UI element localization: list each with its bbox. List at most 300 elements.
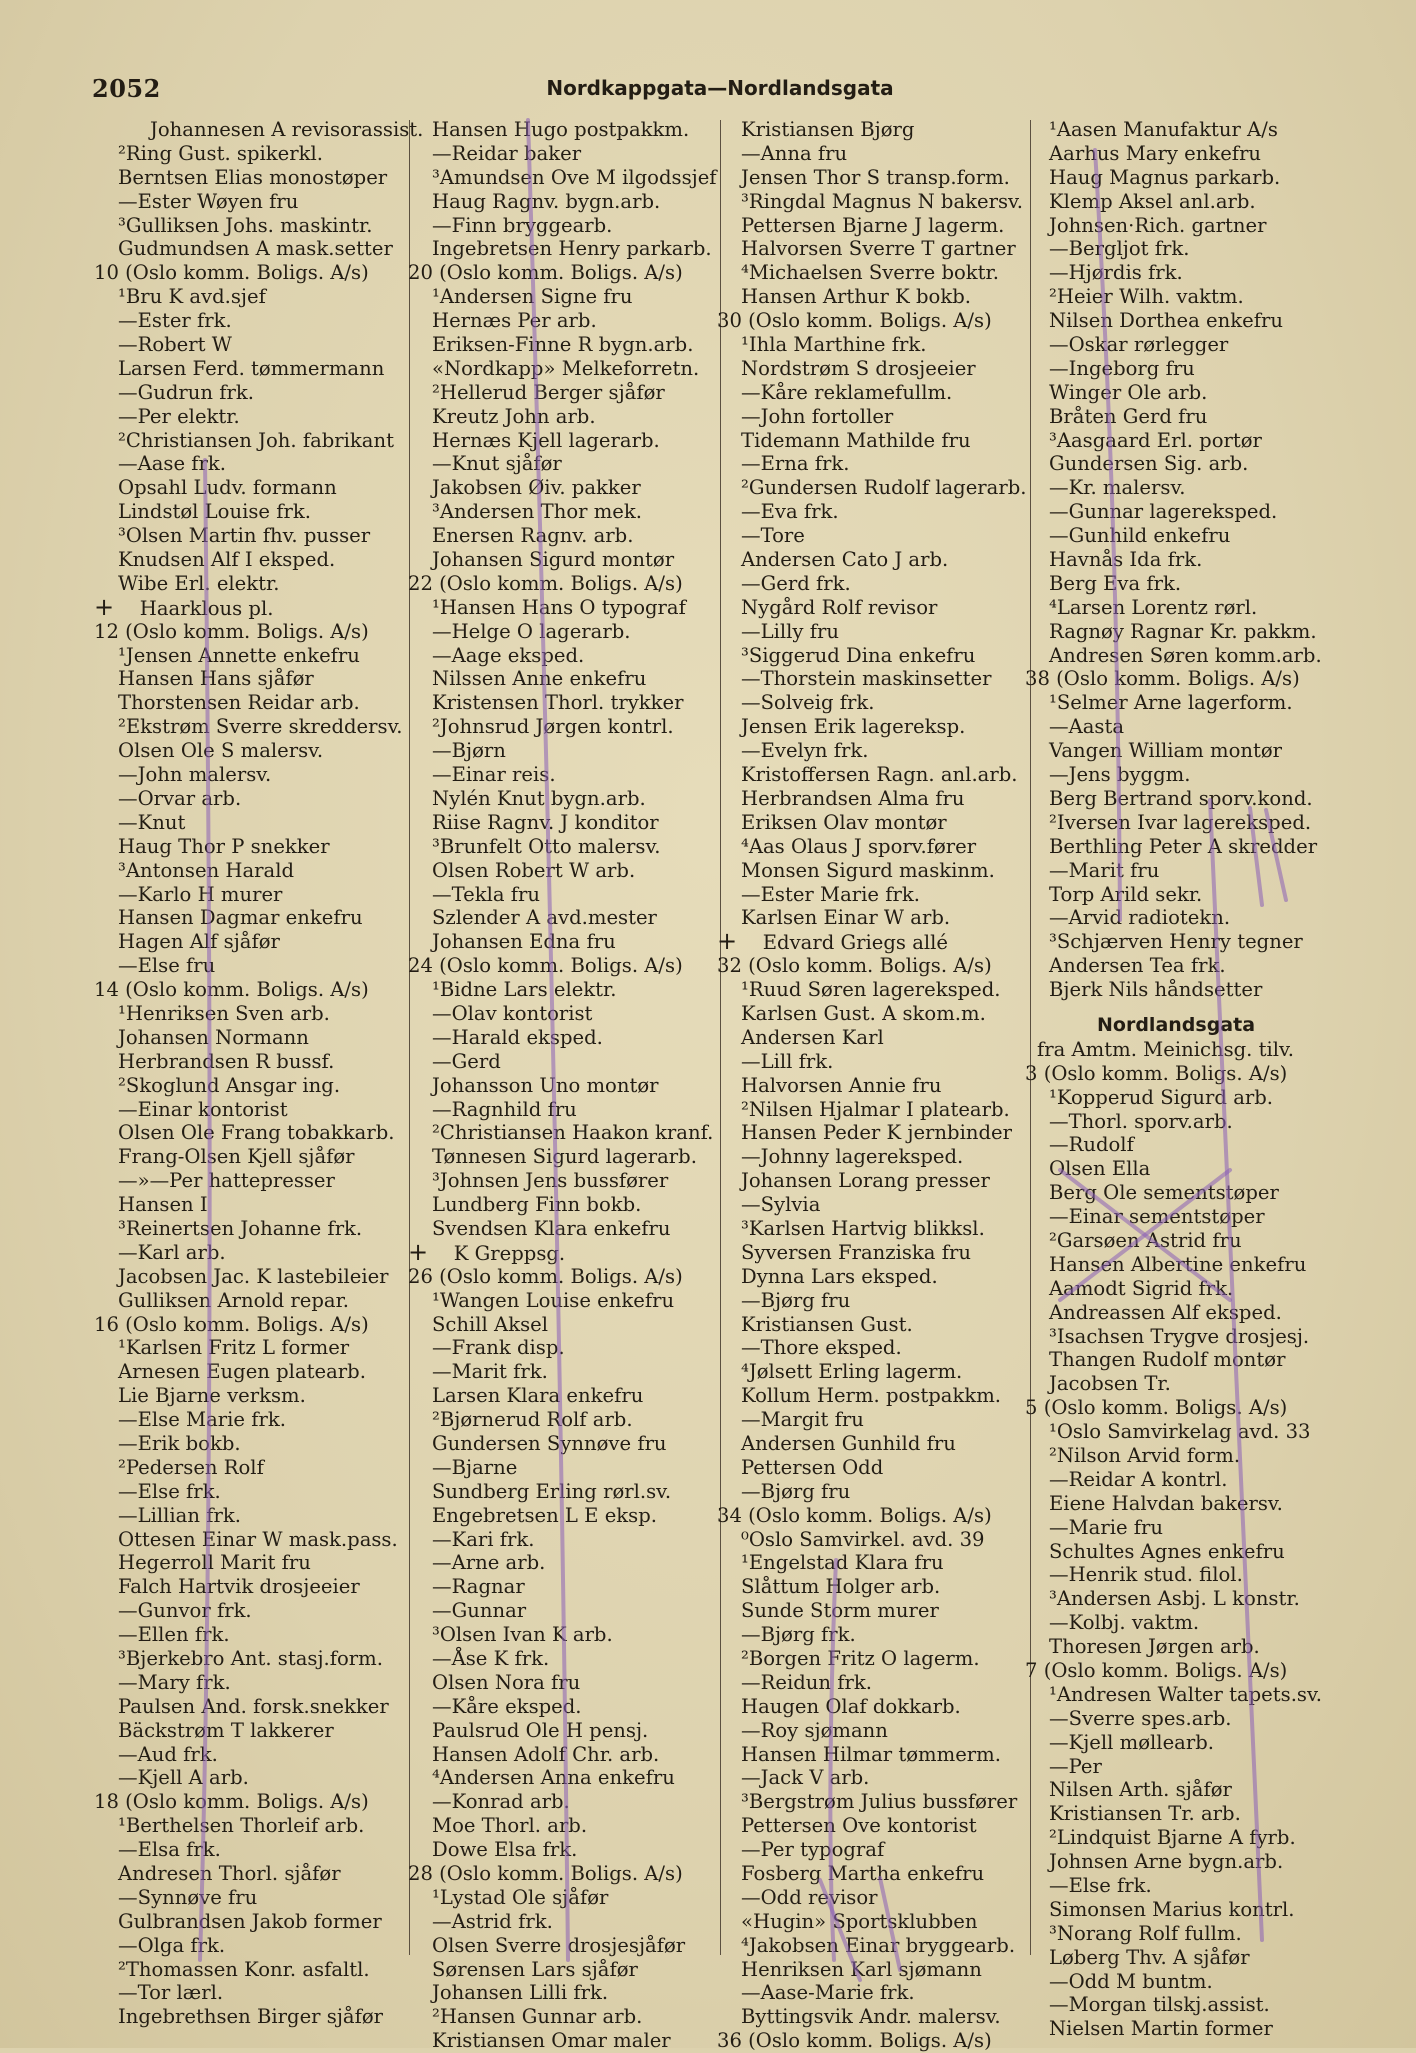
- directory-entry: —Elsa frk.: [118, 1838, 221, 1862]
- directory-entry: ³Ringdal Magnus N bakersv.: [741, 189, 1024, 213]
- directory-entry: ²Ring Gust. spikerkl.: [118, 141, 323, 165]
- directory-entry: Slåttum Holger arb.: [741, 1575, 941, 1599]
- directory-entry: ³Amundsen Ove M ilgodssjef: [432, 165, 717, 189]
- directory-entry: Nordstrøm S drosjeeier: [741, 356, 976, 380]
- directory-entry: Vangen William montør: [1049, 739, 1283, 763]
- building-heading: 18 (Oslo komm. Boligs. A/s): [94, 1790, 369, 1814]
- directory-entry: Pettersen Ove kontorist: [741, 1814, 977, 1838]
- directory-entry: ¹Andresen Walter tapets.sv.: [1049, 1682, 1322, 1706]
- directory-entry: —Eva frk.: [741, 500, 839, 524]
- cross-street: + Edvard Griegs allé: [717, 930, 1003, 954]
- directory-entry: —Thorstein maskinsetter: [741, 667, 992, 691]
- directory-entry: Nylén Knut bygn.arb.: [432, 786, 646, 810]
- directory-entry: Henriksen Karl sjømann: [741, 1957, 982, 1981]
- directory-entry: ³Siggerud Dina enkefru: [741, 643, 976, 667]
- directory-entry: ²Ekstrøm Sverre skreddersv.: [118, 715, 403, 739]
- directory-entry: ³Schjærven Henry tegner: [1049, 930, 1303, 954]
- directory-entry: Klemp Aksel anl.arb.: [1049, 189, 1256, 213]
- building-heading: 3 (Oslo komm. Boligs. A/s): [1025, 1061, 1288, 1085]
- directory-entry: Bäckstrøm T lakkerer: [118, 1718, 334, 1742]
- directory-entry: ²Hansen Gunnar arb.: [432, 2005, 643, 2029]
- directory-entry: Engebretsen L E eksp.: [432, 1503, 658, 1527]
- directory-entry: Fosberg Martha enkefru: [741, 1862, 985, 1886]
- directory-entry: ⁴Jakobsen Einar bryggearb.: [741, 1933, 1016, 1957]
- directory-entry: —Oskar rørlegger: [1049, 333, 1229, 357]
- building-heading: 26 (Oslo komm. Boligs. A/s): [408, 1264, 683, 1288]
- directory-entry: Jakobsen Øiv. pakker: [432, 476, 641, 500]
- building-heading: 28 (Oslo komm. Boligs. A/s): [408, 1862, 683, 1886]
- directory-entry: ³Andersen Asbj. L konstr.: [1049, 1587, 1300, 1611]
- directory-entry: Johnsen·Rich. gartner: [1049, 213, 1267, 237]
- directory-entry: Hernæs Per arb.: [432, 309, 597, 333]
- directory-entry: —Solveig frk.: [741, 691, 875, 715]
- directory-entry: —Erna frk.: [741, 452, 850, 476]
- directory-entry: ²Borgen Fritz O lagerm.: [741, 1647, 980, 1670]
- directory-entry: Hansen Albertine enkefru: [1049, 1252, 1307, 1276]
- directory-entry: Aamodt Sigrid frk.: [1049, 1276, 1234, 1300]
- directory-entry: Berntsen Elias monostøper: [118, 165, 388, 189]
- directory-entry: ³Brunfelt Otto malersv.: [432, 834, 661, 858]
- directory-entry: Falch Hartvik drosjeeier: [118, 1575, 360, 1599]
- directory-entry: ²Nilsen Hjalmar I platearb.: [741, 1097, 1010, 1121]
- directory-entry: Hansen Dagmar enkefru: [118, 906, 363, 930]
- directory-entry: Bjerk Nils håndsetter: [1049, 978, 1263, 1002]
- directory-entry: ²Hellerud Berger sjåfør: [432, 380, 665, 404]
- cross-street: + K Greppsg.: [408, 1241, 694, 1265]
- directory-entry: —Tor lærl.: [118, 1981, 224, 2005]
- directory-entry: —Margit fru: [741, 1408, 864, 1432]
- directory-entry: —Knut sjåfør: [432, 452, 562, 476]
- directory-entry: —Aase-Marie frk.: [741, 1981, 915, 2005]
- directory-entry: ¹Wangen Louise enkefru: [432, 1288, 675, 1312]
- directory-entry: ³Bergstrøm Julius bussfører: [741, 1790, 1018, 1814]
- directory-entry: ²Thomassen Konr. asfaltl.: [118, 1957, 370, 1981]
- directory-entry: ²Gundersen Rudolf lagerarb.: [741, 476, 1027, 500]
- directory-entry: ³Antonsen Harald: [118, 858, 295, 882]
- directory-entry: —Gunhild enkefru: [1049, 524, 1231, 548]
- directory-entry: Johansen Normann: [118, 1025, 309, 1049]
- directory-entry: ²Christiansen Joh. fabrikant: [118, 428, 394, 452]
- directory-entry: Andreassen Alf eksped.: [1049, 1300, 1282, 1324]
- directory-entry: Haug Ragnv. bygn.arb.: [432, 189, 661, 213]
- directory-entry: —Gunnar lagereksped.: [1049, 500, 1278, 524]
- directory-entry: Byttingsvik Andr. malersv.: [741, 2005, 1001, 2029]
- directory-entry: —Marie fru: [1049, 1515, 1164, 1539]
- directory-entry: —Else frk.: [118, 1479, 221, 1503]
- directory-entry: Thangen Rudolf montør: [1049, 1348, 1286, 1372]
- directory-entry: ¹Bru K avd.sjef: [118, 285, 266, 309]
- directory-entry: —Per: [1049, 1754, 1102, 1778]
- directory-entry: Gundersen Sig. arb.: [1049, 452, 1249, 476]
- directory-entry: Aarhus Mary enkefru: [1049, 141, 1262, 165]
- directory-entry: Johnsen Arne bygn.arb.: [1049, 1850, 1284, 1874]
- directory-entry: —Einar reis.: [432, 763, 556, 787]
- directory-entry: —Aase frk.: [118, 452, 227, 476]
- directory-entry: —Karlo H murer: [118, 882, 283, 906]
- directory-entry: Halvorsen Sverre T gartner: [741, 237, 1016, 261]
- directory-entry: Hansen I: [118, 1193, 208, 1217]
- running-head: Nordkappgata—Nordlandsgata: [546, 76, 894, 100]
- directory-entry: Dowe Elsa frk.: [432, 1838, 578, 1862]
- directory-entry: —Jack V arb.: [741, 1766, 870, 1790]
- directory-entry: —Lilly fru: [741, 619, 839, 643]
- directory-entry: Hansen Adolf Chr. arb.: [432, 1742, 660, 1766]
- directory-entry: Olsen Robert W arb.: [432, 858, 636, 882]
- directory-entry: —Ester Wøyen fru: [118, 189, 299, 213]
- directory-entry: —Lillian frk.: [118, 1503, 241, 1527]
- directory-entry: Hansen Peder K jernbinder: [741, 1121, 1012, 1145]
- directory-entry: Andersen Tea frk.: [1049, 954, 1226, 978]
- directory-entry: Kristiansen Bjørg: [741, 118, 915, 141]
- directory-entry: Gulliksen Arnold repar.: [118, 1288, 350, 1312]
- directory-entry: Haug Magnus parkarb.: [1049, 165, 1281, 189]
- directory-entry: Johansson Uno montør: [432, 1073, 659, 1097]
- directory-entry: ³Bjerkebro Ant. stasj.form.: [118, 1647, 383, 1670]
- directory-entry: Kristiansen Omar maler: [432, 2029, 671, 2053]
- directory-entry: Paulsrud Ole H pensj.: [432, 1718, 649, 1742]
- cross-street: + Haarklous pl.: [94, 596, 380, 620]
- directory-entry: —John fortoller: [741, 404, 894, 428]
- directory-entry: —Anna fru: [741, 141, 848, 165]
- directory-entry: —Thorl. sporv.arb.: [1049, 1109, 1233, 1133]
- directory-entry: —John malersv.: [118, 763, 272, 787]
- directory-entry: —Per typograf: [741, 1838, 885, 1862]
- directory-entry: Dynna Lars eksped.: [741, 1264, 938, 1288]
- building-heading: 12 (Oslo komm. Boligs. A/s): [94, 619, 369, 643]
- directory-entry: Halvorsen Annie fru: [741, 1073, 942, 1097]
- building-heading: 16 (Oslo komm. Boligs. A/s): [94, 1312, 369, 1336]
- directory-entry: Berg Ole sementstøper: [1049, 1181, 1279, 1205]
- directory-entry: Kristiansen Tr. arb.: [1049, 1802, 1241, 1826]
- directory-entry: —Frank disp.: [432, 1336, 565, 1360]
- directory-entry: Svendsen Klara enkefru: [432, 1216, 671, 1240]
- directory-entry: —Tore: [741, 524, 805, 548]
- building-heading: 38 (Oslo komm. Boligs. A/s): [1025, 667, 1300, 691]
- directory-entry: —Sylvia: [741, 1193, 821, 1217]
- directory-entry: —Sverre spes.arb.: [1049, 1706, 1232, 1730]
- directory-entry: Jacobsen Jac. K lastebileier: [118, 1264, 389, 1288]
- directory-entry: Hansen Hilmar tømmerm.: [741, 1742, 1001, 1766]
- directory-entry: Nilssen Anne enkefru: [432, 667, 647, 691]
- directory-entry: Schill Aksel: [432, 1312, 548, 1336]
- directory-entry: —Bjørg fru: [741, 1479, 851, 1503]
- directory-entry: ⁴Jølsett Erling lagerm.: [741, 1360, 963, 1384]
- directory-entry: —Tekla fru: [432, 882, 541, 906]
- directory-entry: Nilsen Dorthea enkefru: [1049, 309, 1283, 333]
- street-heading: Nordlandsgata: [1097, 1013, 1256, 1036]
- directory-entry: —Johnny lagereksped.: [741, 1145, 964, 1169]
- directory-entry: —Reidun frk.: [741, 1670, 872, 1694]
- directory-entry: Johansen Lorang presser: [741, 1169, 990, 1193]
- directory-entry: Monsen Sigurd maskinm.: [741, 858, 995, 882]
- directory-entry: Torp Arild sekr.: [1049, 882, 1203, 906]
- directory-entry: Hegerroll Marit fru: [118, 1551, 311, 1575]
- directory-entry: —Morgan tilskj.assist.: [1049, 1993, 1270, 2017]
- directory-entry: —Odd M buntm.: [1049, 1969, 1213, 1993]
- directory-entry: Sørensen Lars sjåfør: [432, 1957, 638, 1981]
- directory-entry: —Else frk.: [1049, 1874, 1152, 1898]
- directory-entry: ²Johnsrud Jørgen kontrl.: [432, 715, 674, 739]
- directory-entry: ¹Kopperud Sigurd arb.: [1049, 1085, 1274, 1109]
- directory-entry: Gudmundsen A mask.setter: [118, 237, 393, 261]
- directory-entry: —Kr. malersv.: [1049, 476, 1186, 500]
- directory-entry: Hansen Hans sjåfør: [118, 667, 314, 691]
- directory-entry: Tidemann Mathilde fru: [741, 428, 971, 452]
- directory-entry: ¹Henriksen Sven arb.: [118, 1001, 330, 1025]
- directory-entry: —Jens byggm.: [1049, 763, 1191, 787]
- directory-entry: ³Johnsen Jens bussfører: [432, 1169, 669, 1193]
- directory-entry: Kristoffersen Ragn. anl.arb.: [741, 763, 1018, 787]
- directory-entry: —Bjarne: [432, 1455, 518, 1479]
- directory-entry: —Harald eksped.: [432, 1025, 603, 1049]
- directory-entry: Sundberg Erling rørl.sv.: [432, 1479, 672, 1503]
- directory-entry: Jensen Erik lagereksp.: [741, 715, 966, 739]
- directory-entry: —Erik bokb.: [118, 1431, 241, 1455]
- directory-entry: Olsen Ella: [1049, 1157, 1151, 1181]
- directory-entry: Nielsen Martin former: [1049, 2017, 1273, 2041]
- directory-entry: Szlender A avd.mester: [432, 906, 657, 930]
- directory-entry: ³Norang Rolf fullm.: [1049, 1921, 1242, 1945]
- directory-entry: ²Bjørnerud Rolf arb.: [432, 1408, 633, 1432]
- directory-entry: Johansen Sigurd montør: [432, 548, 675, 572]
- directory-entry: —Rudolf: [1049, 1133, 1134, 1157]
- directory-entry: —Synnøve fru: [118, 1885, 258, 1909]
- directory-entry: Tønnesen Sigurd lagerarb.: [432, 1145, 697, 1169]
- directory-entry: Berg Eva frk.: [1049, 571, 1182, 595]
- directory-entry: Nygård Rolf revisor: [741, 595, 938, 619]
- directory-entry: Haug Thor P snekker: [118, 834, 330, 858]
- column-1: [94, 118, 424, 2029]
- directory-entry: ³Gulliksen Johs. maskintr.: [118, 213, 373, 237]
- directory-entry: «Nordkapp» Melkeforretn.: [432, 356, 700, 380]
- directory-entry: —Per elektr.: [118, 404, 240, 428]
- directory-entry: —Åse K frk.: [432, 1647, 550, 1670]
- line: Johannesen A revisorassist.: [150, 118, 424, 141]
- directory-entry: —Astrid frk.: [432, 1909, 553, 1933]
- directory-entry: —Reidar A kontrl.: [1049, 1467, 1228, 1491]
- directory-entry: ¹Lystad Ole sjåfør: [432, 1885, 609, 1909]
- building-heading: 34 (Oslo komm. Boligs. A/s): [717, 1503, 992, 1527]
- directory-entry: Olsen Nora fru: [432, 1670, 581, 1694]
- directory-entry: Haugen Olaf dokkarb.: [741, 1694, 961, 1718]
- directory-entry: Ottesen Einar W mask.pass.: [118, 1527, 398, 1551]
- directory-entry: Sunde Storm murer: [741, 1599, 939, 1623]
- directory-entry: —Ragnhild fru: [432, 1097, 577, 1121]
- column-2: [408, 118, 717, 2053]
- directory-entry: Karlsen Einar W arb.: [741, 906, 951, 930]
- directory-entry: ¹Berthelsen Thorleif arb.: [118, 1814, 365, 1838]
- directory-entry: —Aage eksped.: [432, 643, 585, 667]
- directory-entry: —Gerd frk.: [741, 571, 851, 595]
- directory-entry: Jacobsen Tr.: [1049, 1372, 1171, 1396]
- directory-entry: ¹Ihla Marthine frk.: [741, 333, 927, 357]
- directory-entry: Herbrandsen R bussf.: [118, 1049, 335, 1073]
- directory-entry: Gulbrandsen Jakob former: [118, 1909, 382, 1933]
- directory-entry: Kreutz John arb.: [432, 404, 596, 428]
- directory-entry: Gundersen Synnøve fru: [432, 1431, 667, 1455]
- directory-entry: Winger Ole arb.: [1049, 380, 1208, 404]
- directory-entry: ¹Oslo Samvirkelag avd. 33: [1049, 1420, 1311, 1444]
- directory-entry: —Olav kontorist: [432, 1001, 593, 1025]
- directory-entry: —Konrad arb.: [432, 1790, 570, 1814]
- directory-entry: Wibe Erl. elektr.: [118, 571, 280, 595]
- directory-entry: —Gudrun frk.: [118, 380, 254, 404]
- directory-entry: —Else Marie frk.: [118, 1408, 286, 1432]
- directory-entry: —Roy sjømann: [741, 1718, 888, 1742]
- column-4: [1025, 118, 1322, 2041]
- directory-entry: —Ester frk.: [118, 309, 232, 333]
- building-heading: 20 (Oslo komm. Boligs. A/s): [408, 261, 683, 285]
- directory-entry: —Arne arb.: [432, 1551, 546, 1575]
- directory-entry: «Hugin» Sportsklubben: [741, 1909, 978, 1933]
- directory-entry: —Evelyn frk.: [741, 739, 869, 763]
- directory-entry: —Mary frk.: [118, 1670, 231, 1694]
- directory-entry: —Bjørg frk.: [741, 1623, 856, 1647]
- directory-entry: Kristiansen Gust.: [741, 1312, 913, 1336]
- directory-entry: ³Andersen Thor mek.: [432, 500, 642, 524]
- directory-entry: Andresen Thorl. sjåfør: [118, 1862, 341, 1886]
- directory-entry: Simonsen Marius kontrl.: [1049, 1897, 1295, 1921]
- directory-entry: —Gunvor frk.: [118, 1599, 252, 1623]
- directory-entry: —Gunnar: [432, 1599, 527, 1623]
- directory-entry: —Kåre reklamefullm.: [741, 380, 953, 404]
- directory-entry: —Bjørg fru: [741, 1288, 851, 1312]
- directory-entry: Pettersen Odd: [741, 1455, 884, 1479]
- directory-entry: Hagen Alf sjåfør: [118, 930, 280, 954]
- directory-entry: Opsahl Ludv. formann: [118, 476, 337, 500]
- directory-entry: Ragnøy Ragnar Kr. pakkm.: [1049, 619, 1317, 643]
- directory-entry: Berthling Peter A skredder: [1049, 834, 1318, 858]
- directory-entry: Johansen Lilli frk.: [432, 1981, 609, 2005]
- directory-entry: ¹Aasen Manufaktur A/s: [1049, 118, 1278, 141]
- building-heading: 5 (Oslo komm. Boligs. A/s): [1025, 1396, 1288, 1420]
- directory-entry: Paulsen And. forsk.snekker: [118, 1694, 389, 1718]
- directory-entry: ⁴Aas Olaus J sporv.fører: [741, 834, 977, 858]
- directory-entry: —Lill frk.: [741, 1049, 834, 1073]
- building-heading: 22 (Oslo komm. Boligs. A/s): [408, 571, 683, 595]
- directory-entry: —Hjørdis frk.: [1049, 261, 1183, 285]
- directory-entry: Hansen Hugo postpakkm.: [432, 118, 690, 141]
- directory-entry: —Else fru: [118, 954, 216, 978]
- building-heading: 32 (Oslo komm. Boligs. A/s): [717, 954, 992, 978]
- directory-entry: Havnås Ida frk.: [1049, 548, 1203, 572]
- directory-entry: —Thore eksped.: [741, 1336, 902, 1360]
- column-3: [717, 118, 1027, 2053]
- building-heading: 10 (Oslo komm. Boligs. A/s): [94, 261, 369, 285]
- directory-entry: ¹Selmer Arne lagerform.: [1049, 691, 1293, 715]
- directory-entry: ³Isachsen Trygve drosjesj.: [1049, 1324, 1310, 1348]
- directory-entry: ²Pedersen Rolf: [118, 1455, 264, 1479]
- directory-entry: —Bjørn: [432, 739, 506, 763]
- directory-entry: ²Skoglund Ansgar ing.: [118, 1073, 341, 1097]
- directory-entry: —»—Per hattepresser: [118, 1169, 335, 1193]
- directory-entry: ²Heier Wilh. vaktm.: [1049, 285, 1244, 309]
- directory-entry: Eiene Halvdan bakersv.: [1049, 1491, 1283, 1515]
- directory-entry: —Karl arb.: [118, 1240, 226, 1264]
- directory-entry: —Kjell A arb.: [118, 1766, 249, 1790]
- building-heading: 36 (Oslo komm. Boligs. A/s): [717, 2029, 992, 2053]
- directory-entry: Kollum Herm. postpakkm.: [741, 1384, 1001, 1408]
- directory-entry: Frang-Olsen Kjell sjåfør: [118, 1145, 355, 1169]
- page-number: 2052: [92, 74, 161, 103]
- directory-entry: —Einar kontorist: [118, 1097, 288, 1121]
- directory-entry: —Reidar baker: [432, 141, 582, 165]
- directory-entry: ¹Engelstad Klara fru: [741, 1551, 944, 1575]
- directory-entry: ³Karlsen Hartvig blikksl.: [741, 1216, 985, 1240]
- directory-entry: —Henrik stud. filol.: [1049, 1563, 1243, 1587]
- directory-entry: ³Olsen Martin fhv. pusser: [118, 524, 371, 548]
- directory-entry: Eriksen-Finne R bygn.arb.: [432, 333, 694, 357]
- directory-entry: —Odd revisor: [741, 1885, 878, 1909]
- directory-entry: Ingebrethsen Birger sjåfør: [118, 2005, 383, 2029]
- directory-entry: Nilsen Arth. sjåfør: [1049, 1778, 1232, 1802]
- directory-entry: —Aud frk.: [118, 1742, 218, 1766]
- directory-entry: —Robert W: [118, 333, 232, 357]
- directory-entry: ¹Andersen Signe fru: [432, 285, 633, 309]
- street-range: fra Amtm. Meinichsg. tilv.: [1037, 1037, 1295, 1061]
- directory-entry: Olsen Ole Frang tobakkarb.: [118, 1121, 395, 1145]
- directory-entry: Berg Bertrand sporv.kond.: [1049, 786, 1313, 810]
- directory-entry: Olsen Ole S malersv.: [118, 739, 324, 763]
- directory-entry: —Ragnar: [432, 1575, 525, 1599]
- directory-entry: Larsen Klara enkefru: [432, 1384, 644, 1408]
- directory-entry: ²Iversen Ivar lagereksped.: [1049, 810, 1312, 834]
- directory-entry: —Ester Marie frk.: [741, 882, 920, 906]
- directory-entry: —Gerd: [432, 1049, 501, 1073]
- directory-entry: —Helge O lagerarb.: [432, 619, 631, 643]
- directory-entry: ³Aasgaard Erl. portør: [1049, 428, 1262, 452]
- directory-entry: —Kjell møllearb.: [1049, 1730, 1214, 1754]
- directory-entry: ²Garsøen Astrid fru: [1049, 1228, 1242, 1252]
- directory-entry: —Finn bryggearb.: [432, 213, 613, 237]
- directory-entry: —Kåre eksped.: [432, 1694, 582, 1718]
- building-heading: 30 (Oslo komm. Boligs. A/s): [717, 309, 992, 333]
- directory-entry: Lie Bjarne verksm.: [118, 1384, 306, 1408]
- directory-entry: Schultes Agnes enkefru: [1049, 1539, 1285, 1563]
- directory-entry: Knudsen Alf I eksped.: [118, 548, 336, 572]
- directory-entry: —Bergljot frk.: [1049, 237, 1190, 261]
- directory-entry: —Marit fru: [1049, 858, 1160, 882]
- directory-entry: —Ellen frk.: [118, 1623, 230, 1647]
- directory-entry: Andersen Gunhild fru: [741, 1431, 956, 1455]
- directory-entry: ¹Hansen Hans O typograf: [432, 595, 686, 619]
- directory-entry: Enersen Ragnv. arb.: [432, 524, 634, 548]
- directory-entry: ³Olsen Ivan K arb.: [432, 1623, 613, 1647]
- directory-entry: —Knut: [118, 810, 186, 834]
- directory-entry: Andersen Karl: [741, 1025, 884, 1049]
- building-heading: 24 (Oslo komm. Boligs. A/s): [408, 954, 683, 978]
- directory-entry: ⁴Larsen Lorentz rørl.: [1049, 595, 1258, 619]
- directory-entry: Thorstensen Reidar arb.: [118, 691, 360, 715]
- directory-entry: Andresen Søren komm.arb.: [1049, 643, 1322, 667]
- directory-entry: Karlsen Gust. A skom.m.: [741, 1001, 986, 1025]
- directory-entry: ¹Jensen Annette enkefru: [118, 643, 360, 667]
- directory-entry: Moe Thorl. arb.: [432, 1814, 588, 1838]
- directory-entry: —Kolbj. vaktm.: [1049, 1611, 1200, 1635]
- directory-entry: Bråten Gerd fru: [1049, 404, 1208, 428]
- directory-entry: Olsen Sverre drosjesjåfør: [432, 1933, 686, 1957]
- directory-entry: Andersen Cato J arb.: [741, 548, 949, 572]
- directory-entry: Larsen Ferd. tømmermann: [118, 356, 385, 380]
- directory-entry: Herbrandsen Alma fru: [741, 786, 965, 810]
- directory-entry: Hernæs Kjell lagerarb.: [432, 428, 660, 452]
- directory-entry: ⁴Andersen Anna enkefru: [432, 1766, 675, 1790]
- directory-entry: —Marit frk.: [432, 1360, 548, 1384]
- directory-entry: ¹Bidne Lars elektr.: [432, 978, 617, 1002]
- building-heading: 7 (Oslo komm. Boligs. A/s): [1025, 1659, 1288, 1682]
- directory-entry: Riise Ragnv. J konditor: [432, 810, 659, 834]
- directory-entry: —Ingeborg fru: [1049, 356, 1195, 380]
